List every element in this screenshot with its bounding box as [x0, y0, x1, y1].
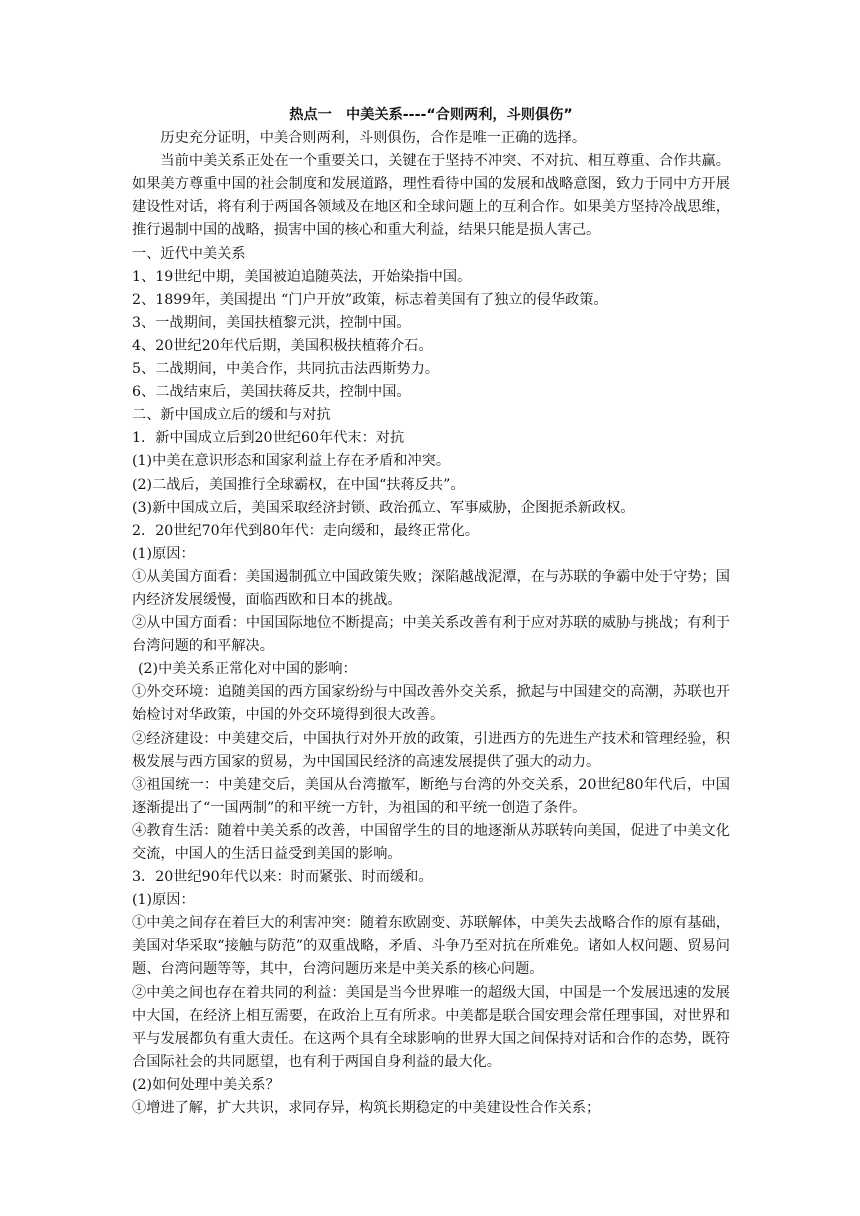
paragraph: ②从中国方面看：中国国际地位不断提高；中美关系改善有利于应对苏联的威胁与挑战；有利于台湾问题的和平解决。 [132, 615, 730, 655]
paragraph: ③祖国统一：中美建交后，美国从台湾撤军，断绝与台湾的外交关系，20世纪80年代后，中国逐渐提出了“一国两制”的和平统一方针，为祖国的和平统一创造了条件。 [132, 776, 730, 816]
paragraph: 二、新中国成立后的缓和与对抗 [132, 407, 331, 424]
paragraph: (2)中美关系正常化对中国的影响： [138, 661, 357, 678]
paragraph: ①从美国方面看：美国遏制孤立中国政策失败；深陷越战泥潭，在与苏联的争霸中处于守势；国内经济发展缓慢，面临西欧和日本的挑战。 [132, 568, 730, 608]
paragraph: (2)如何处理中美关系？ [132, 1076, 280, 1093]
paragraph: 6、二战结束后，美国扶蒋反共，控制中国。 [132, 384, 411, 401]
paragraph: 4、20世纪20年代后期，美国积极扶植蒋介石。 [132, 337, 433, 354]
paragraph: ④教育生活：随着中美关系的改善，中国留学生的目的地逐渐从苏联转向美国，促进了中美文化交流，中国人的生活日益受到美国的影响。 [132, 822, 730, 862]
paragraph: 2．20世纪70年代到80年代：走向缓和，最终正常化。 [132, 522, 479, 539]
paragraph: (3)新中国成立后，美国采取经济封锁、政治孤立、军事威胁，企图扼杀新政权。 [132, 499, 635, 516]
paragraph: 3、一战期间，美国扶植黎元洪，控制中国。 [132, 314, 411, 331]
paragraph: (1)中美在意识形态和国家利益上存在矛盾和冲突。 [132, 453, 451, 470]
document-title: 热点一 中美关系----“合则两利，斗则俱伤” [289, 107, 573, 123]
paragraph: 当前中美关系正处在一个重要关口，关键在于坚持不冲突、不对抗、相互尊重、合作共赢。如果美方尊重中国的社会制度和发展道路，理性看待中国的发展和战略意图，致力于同中方开展建设性对话，将有利于两国各领域及在地区和全球问题上的互利合作。如果美方坚持冷战思维，推行遏制中国的战略，损害中国的核心和重大利益，结果只能是损人害己。 [132, 153, 730, 239]
paragraph: (2)二战后，美国推行全球霸权，在中国“扶蒋反共”。 [132, 476, 465, 493]
paragraph: 2、1899年，美国提出 “门户开放”政策，标志着美国有了独立的侵华政策。 [132, 291, 608, 308]
paragraph: ②经济建设：中美建交后，中国执行对外开放的政策，引进西方的先进生产技术和管理经验，积极发展与西方国家的贸易，为中国国民经济的高速发展提供了强大的动力。 [132, 730, 730, 770]
paragraph: 5、二战期间，中美合作，共同抗击法西斯势力。 [132, 361, 439, 378]
paragraph: 历史充分证明，中美合则两利，斗则俱伤，合作是唯一正确的选择。 [160, 130, 587, 147]
paragraph: 一、近代中美关系 [132, 245, 246, 262]
paragraph: ②中美之间也存在着共同的利益：美国是当今世界唯一的超级大国，中国是一个发展迅速的发展中大国，在经济上相互需要，在政治上互有所求。中美都是联合国安理会常任理事国，对世界和平与发展都负有重大责任。在这两个具有全球影响的世界大国之间保持对话和合作的态势，既符合国际社会的共同愿望，也有利于两国自身利益的最大化。 [132, 984, 730, 1070]
paragraph: (1)原因： [132, 892, 195, 909]
document-body [132, 127, 730, 1120]
paragraph: 3．20世纪90年代以来：时而紧张、时而缓和。 [132, 869, 433, 886]
paragraph: ①外交环境：追随美国的西方国家纷纷与中国改善外交关系，掀起与中国建交的高潮，苏联也开始检讨对华政策，中国的外交环境得到很大改善。 [132, 684, 730, 724]
paragraph: 1．新中国成立后到20世纪60年代末：对抗 [132, 430, 405, 447]
paragraph: (1)原因： [132, 545, 195, 562]
paragraph: ①增进了解，扩大共识，求同存异，构筑长期稳定的中美建设性合作关系； [132, 1100, 601, 1117]
paragraph: 1、19世纪中期，美国被迫追随英法，开始染指中国。 [132, 268, 472, 285]
paragraph: ①中美之间存在着巨大的利害冲突：随着东欧剧变、苏联解体，中美失去战略合作的原有基础，美国对华采取“接触与防范”的双重战略，矛盾、斗争乃至对抗在所难免。诸如人权问题、贸易问题、台湾问题等等，其中，台湾问题历来是中美关系的核心问题。 [132, 915, 730, 978]
